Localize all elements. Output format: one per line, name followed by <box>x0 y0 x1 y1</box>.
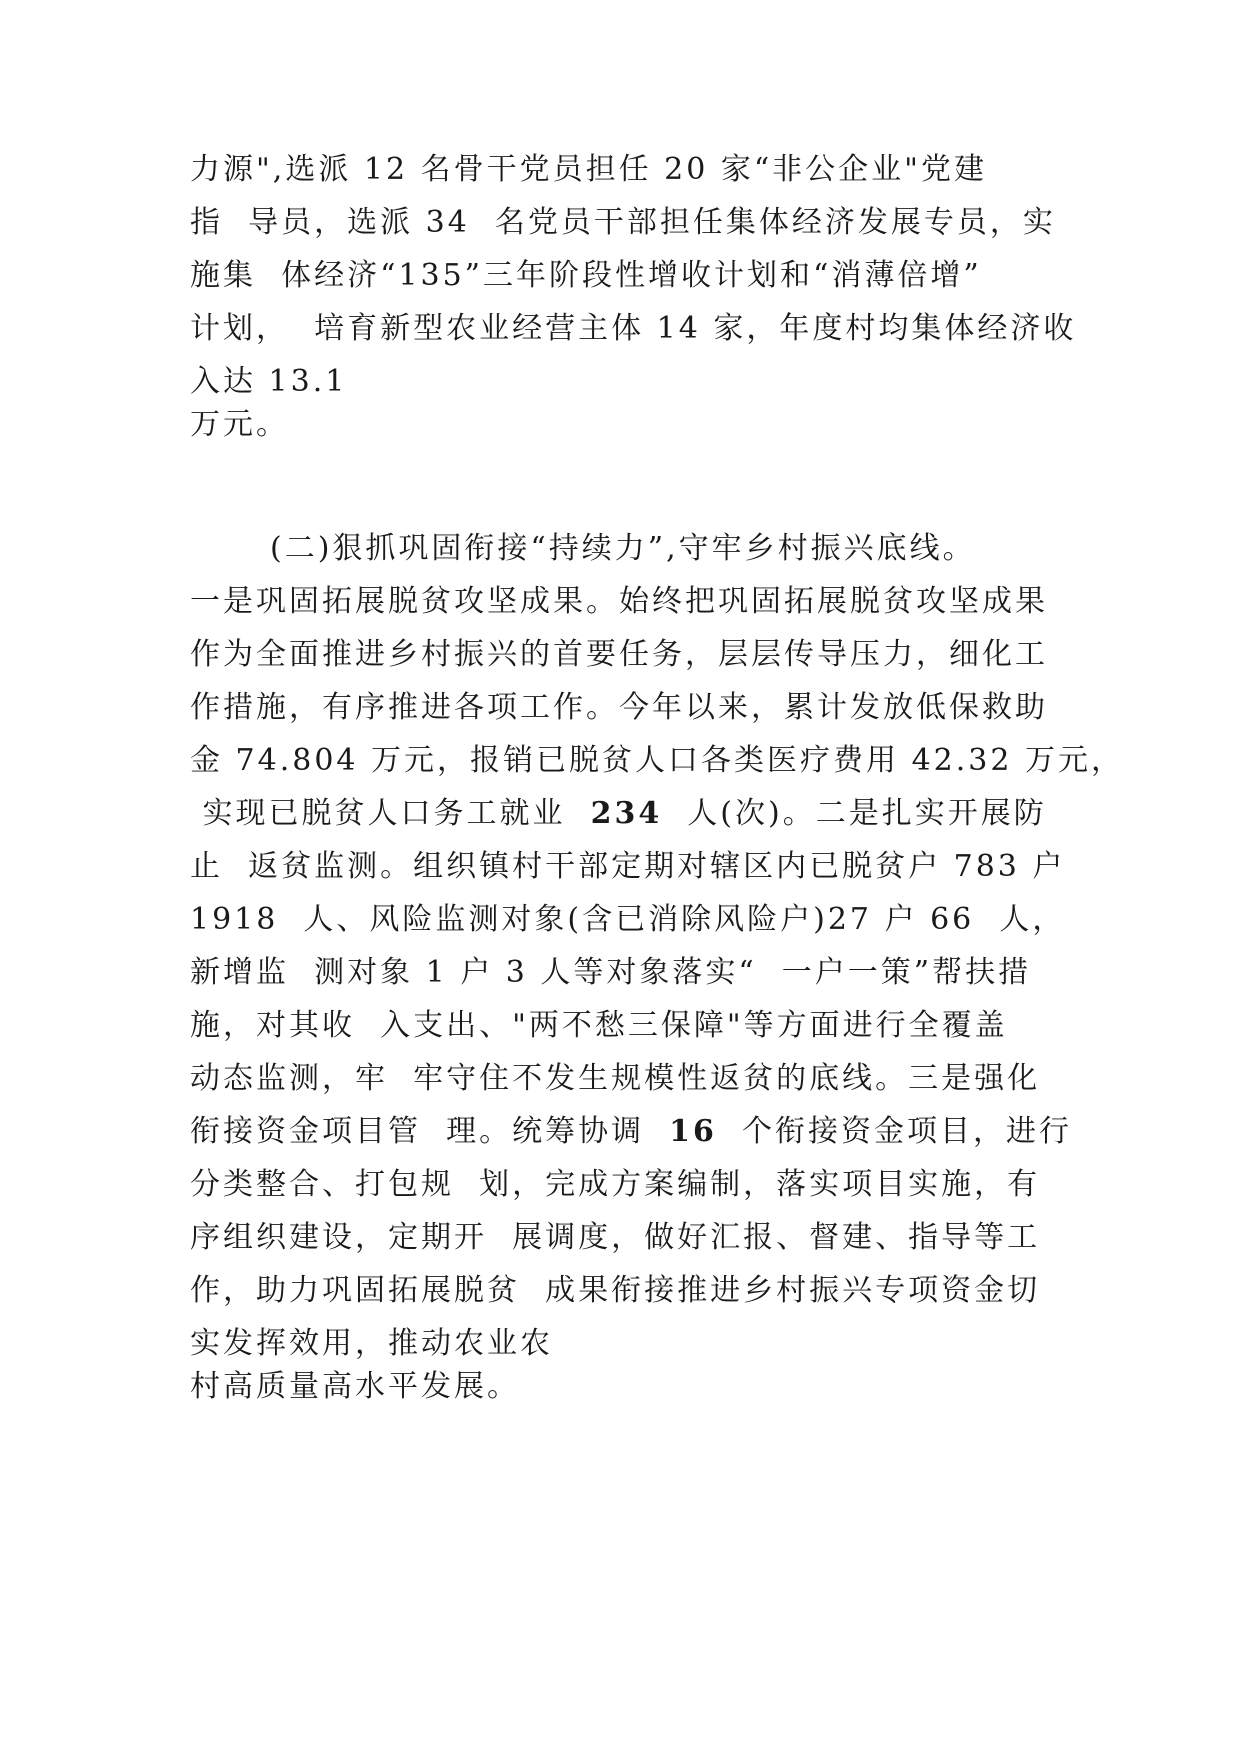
emphasized-number: 16 <box>669 1114 717 1149</box>
paragraph1-line-6: 万元。 <box>190 407 289 442</box>
paragraph2-line-13: 序组织建设，定期开 展调度，做好汇报、督建、指导等工 <box>190 1220 1041 1255</box>
paragraph2-line-8: 新增监 测对象 1 户 3 人等对象落实“ 一户一策”帮扶措 <box>190 955 1032 990</box>
paragraph1-line-1: 力源",选派 12 名骨干党员担任 20 家“非公企业"党建 <box>190 152 987 187</box>
paragraph1-line-3: 施集 体经济“135”三年阶段性增收计划和“消薄倍增” <box>190 258 982 293</box>
paragraph2-line-9: 施，对其收 入支出、"两不愁三保障"等方面进行全覆盖 <box>190 1008 1008 1043</box>
paragraph2-line-4: 金 74.804 万元，报销已脱贫人口各类医疗费用 42.32 万元， <box>190 743 1124 778</box>
paragraph1-line-2: 指 导员，选派 34 名党员干部担任集体经济发展专员，实 <box>190 205 1056 240</box>
paragraph2-heading: (二)狠抓巩固衔接“持续力”,守牢乡村振兴底线。 <box>270 531 976 566</box>
paragraph2-line-2: 作为全面推进乡村振兴的首要任务，层层传导压力，细化工 <box>190 637 1048 672</box>
paragraph2-line-15: 实发挥效用，推动农业农 <box>190 1326 553 1361</box>
paragraph2-line-5: 实现已脱贫人口务工就业 234 人(次)。二是扎实开展防 <box>190 796 1047 831</box>
emphasized-number: 234 <box>590 796 663 831</box>
paragraph2-line-14: 作，助力巩固拓展脱贫 成果衔接推进乡村振兴专项资金切 <box>190 1273 1041 1308</box>
paragraph2-line-12: 分类整合、打包规 划，完成方案编制，落实项目实施，有 <box>190 1167 1041 1202</box>
paragraph2-line-3: 作措施，有序推进各项工作。今年以来，累计发放低保救助 <box>190 690 1048 725</box>
paragraph2-line-16: 村高质量高水平发展。 <box>190 1369 520 1404</box>
paragraph2-line-10: 动态监测，牢 牢守住不发生规模性返贫的底线。三是强化 <box>190 1061 1041 1096</box>
paragraph2-line-6: 止 返贫监测。组织镇村干部定期对辖区内已脱贫户 783 户 <box>190 849 1066 884</box>
paragraph2-line-1: 一是巩固拓展脱贫攻坚成果。始终把巩固拓展脱贫攻坚成果 <box>190 584 1048 619</box>
paragraph2-line-11: 衔接资金项目管 理。统筹协调 16 个衔接资金项目，进行 <box>190 1114 1072 1149</box>
paragraph1-line-4: 计划， 培育新型农业经营主体 14 家，年度村均集体经济收 <box>190 311 1077 346</box>
paragraph1-line-5: 入达 13.1 <box>190 364 348 399</box>
paragraph2-line-7: 1918 人、风险监测对象(含已消除风险户)27 户 66 人， <box>190 902 1066 937</box>
